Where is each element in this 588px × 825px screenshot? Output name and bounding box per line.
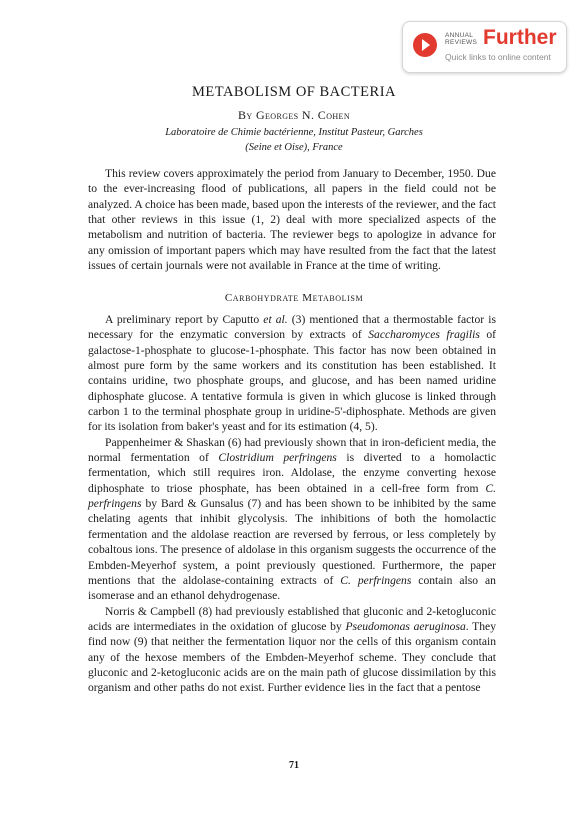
body-text xyxy=(88,312,496,696)
affiliation xyxy=(0,125,588,155)
play-icon xyxy=(413,33,437,57)
paragraph-2: Pappenheimer & Shaskan (6) had previously shown that in iron-deficient media, the normal fermentation of Clostridium perfringens is diverted to a homolactic fermentation, which still requires iron. Aldolase, the enzyme converting hexose diphosphate to triose phosphate, has been obtained in a cell-free form from C. perfringens by Bard & Gunsalus (7) and has been shown to be inhibited by the same chelating agents that inhibit glycolysis. The inhibitions of both the homolactic fermentation and the aldolase reaction are reversed by ferrous, or less completely by cobaltous ions. The presence of aldolase in this organism suggests the occurrence of the Embden-Meyerhof system, a point previously questioned. Furthermore, the paper mentions that the aldolase-containing extracts of C. perfringens contain also an isomerase and an ethanol dehydrogenase. xyxy=(88,435,496,603)
author-line: By Georges N. Cohen xyxy=(237,108,351,122)
annual-reviews-logo: ANNUAL REVIEWS xyxy=(445,32,478,46)
paragraph-1: A preliminary report by Caputto et al. (3) mentioned that a thermostable factor is necessary for the enzymatic conversion by extracts of Saccharomyces fragilis of galactose-1-phosphate to glucose-1-phosphate. This factor has now been obtained in almost pure form by the same workers and its constitution has been established. It contains uridine, two phosphate groups, and glucose, and has been named uridine diphosphate glucose. A tentative formula is given in which glucose is linked through carbon 1 to the terminal phosphate group in uridine-5'-diphosphate. Methods are given for its isolation from baker's yeast and for its estimation (4, 5). xyxy=(88,313,496,434)
further-wordmark: Further xyxy=(483,26,557,49)
intro-paragraph: This review covers approximately the period from January to December, 1950. Due to the ever-increasing flood of publications, all papers in the field could not be analyzed. A choice has been made, based upon the interests of the reviewer, and the fact that other reviews in this issue (1, 2) deal with more specialized aspects of the metabolism and nutrition of bacteria. The reviewer begs to apologize in advance for any omission of important papers which may have resulted from the fact that the latest issues of certain journals were not available in France at the time of writing. xyxy=(88,167,496,273)
section-heading: Carbohydrate Metabolism xyxy=(224,292,364,304)
paragraph-3: Norris & Campbell (8) had previously established that gluconic and 2-ketogluconic acids are intermediates in the oxidation of glucose by Pseudomonas aeruginosa. They find now (9) that neither the fermentation liquor nor the cells of this organism contain any of the hexose members of the Embden-Meyerhof scheme. They conclude that gluconic and 2-ketogluconic acids are on the main path of glucose dissimilation by this organism and other paths do not exist. Further evidence lies in the fact that a pentose xyxy=(88,604,496,695)
article-title: METABOLISM OF BACTERIA xyxy=(192,84,396,100)
intro-text xyxy=(88,166,496,273)
affiliation-line-2: (Seine et Oise), France xyxy=(245,142,343,153)
page-number: 71 xyxy=(289,760,299,771)
further-badge[interactable] xyxy=(402,21,567,73)
affiliation-line-1: Laboratoire de Chimie bactérienne, Institut Pasteur, Garches xyxy=(165,127,423,138)
further-subtitle: Quick links to online content xyxy=(445,52,551,62)
